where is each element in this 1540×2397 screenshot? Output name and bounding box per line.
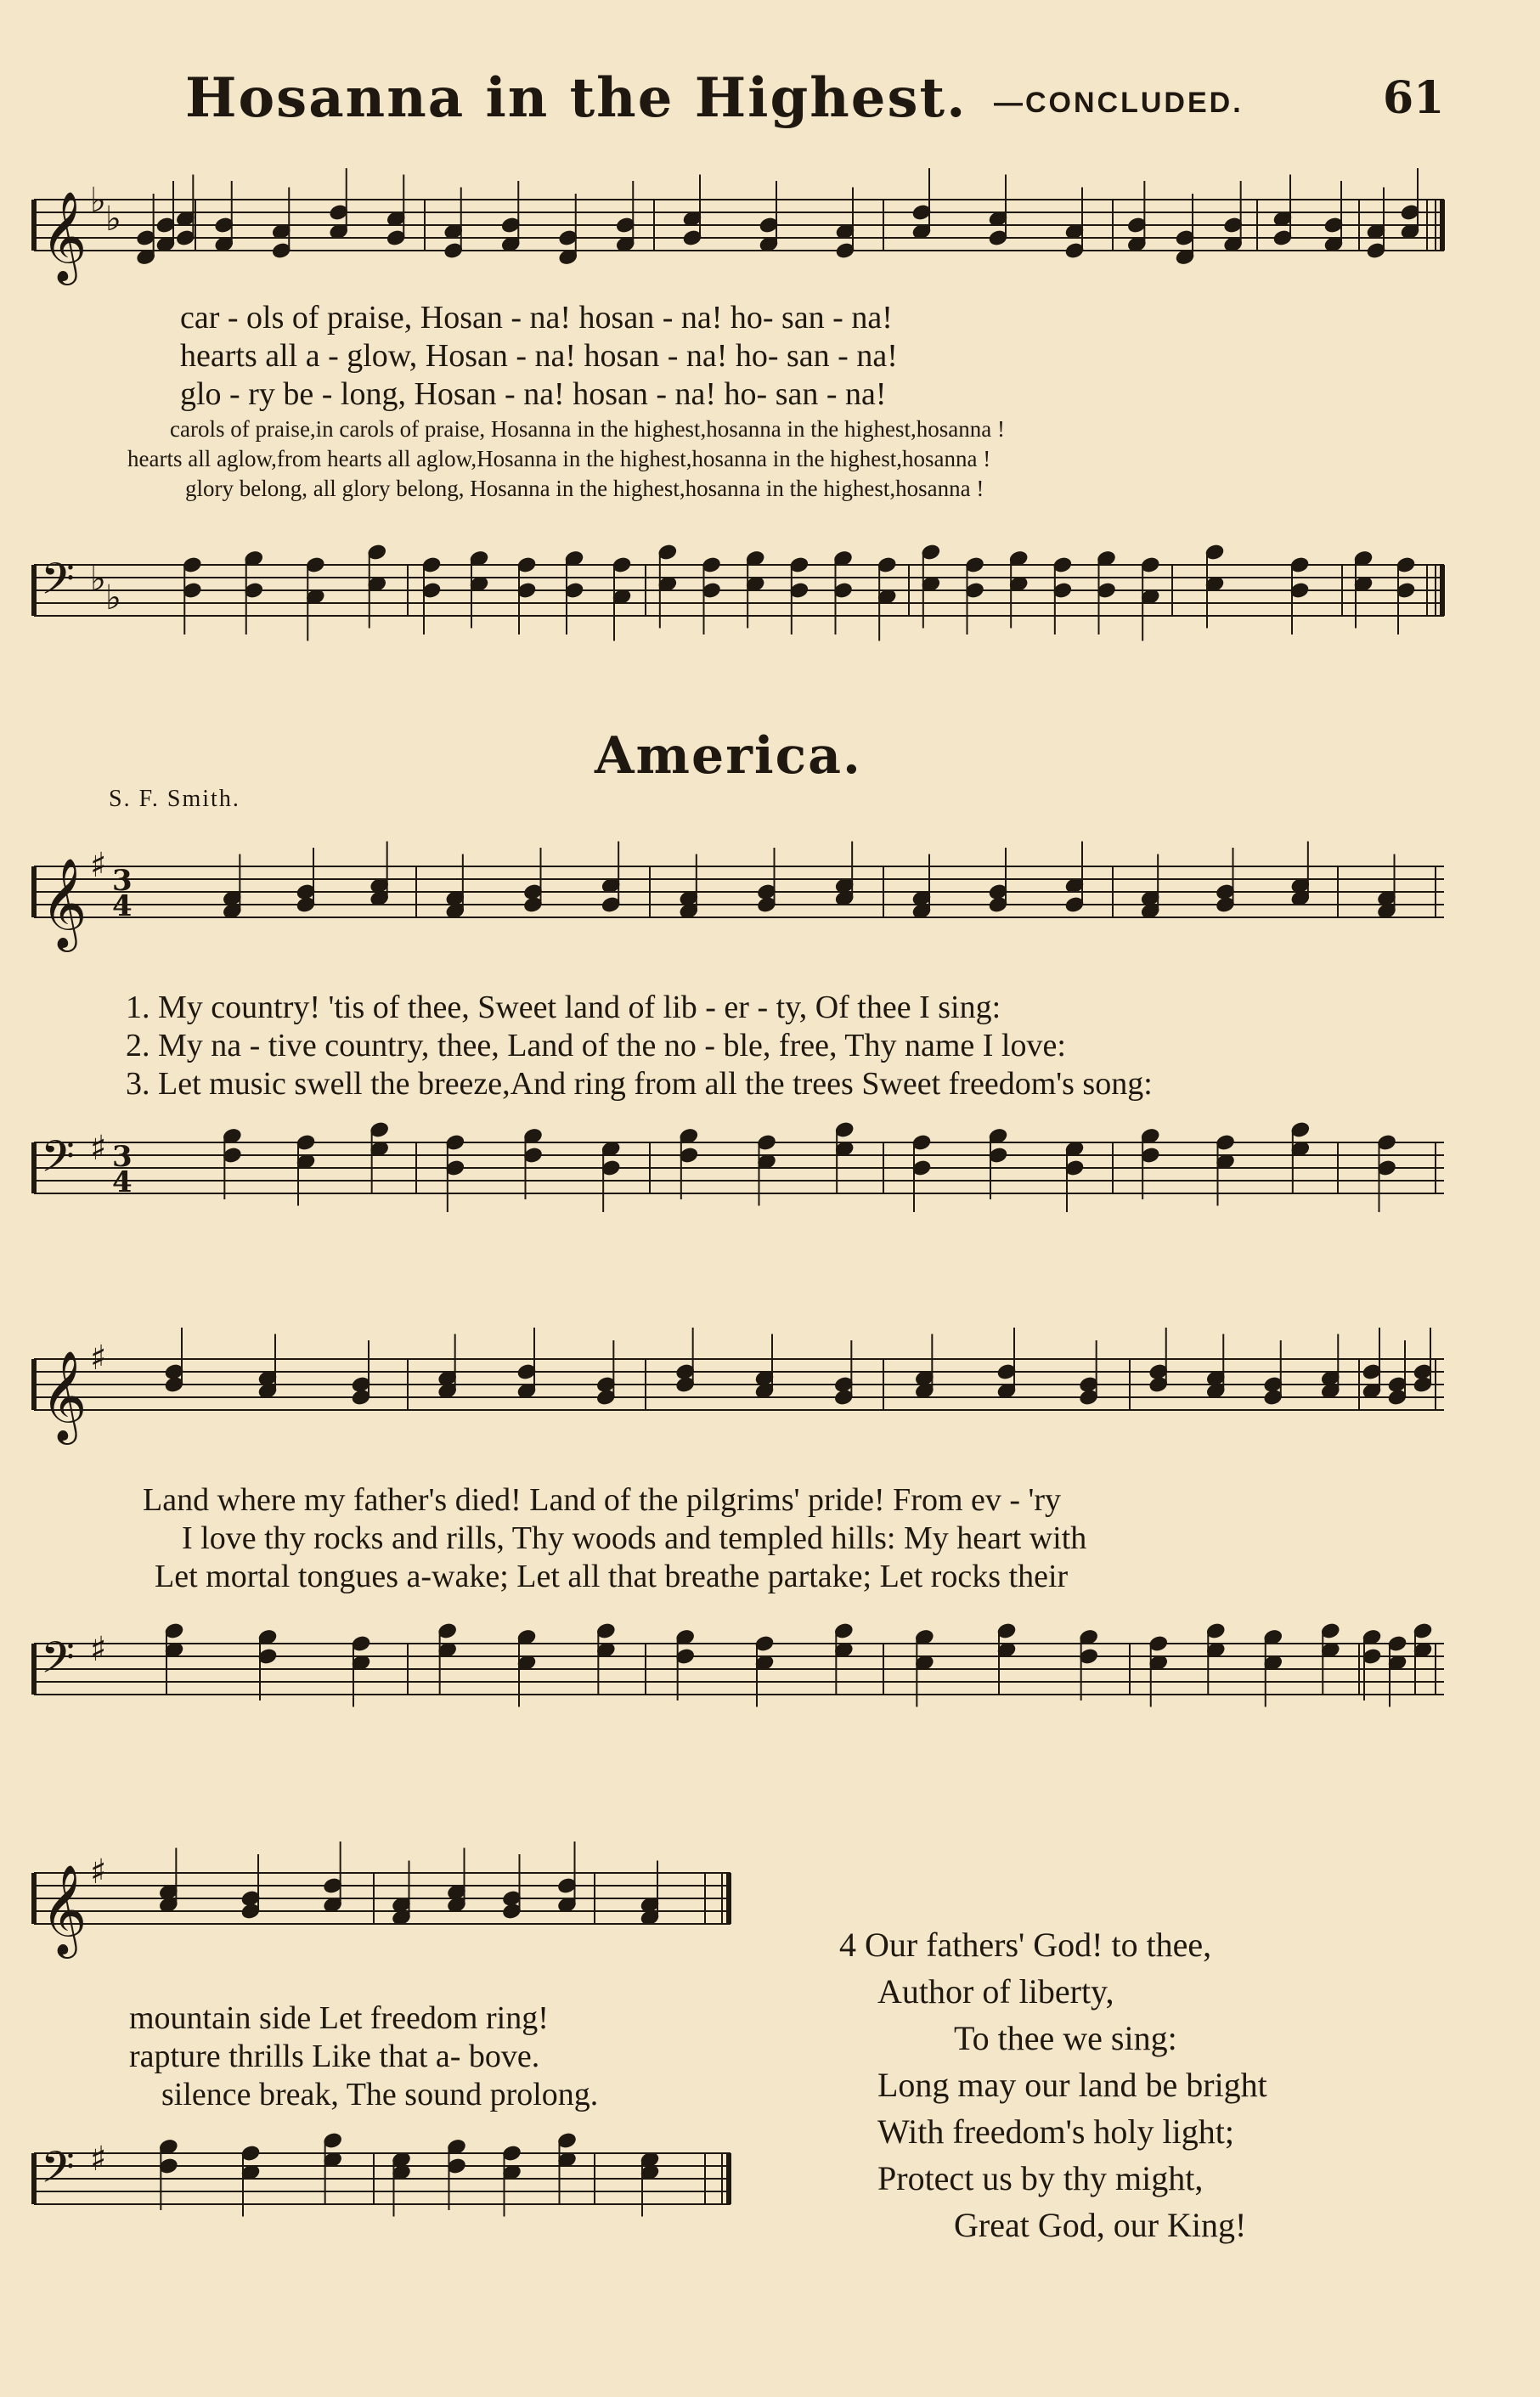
lyric-line: Let mortal tongues a-wake; Let all that breathe partake; Let rocks their: [155, 1559, 1069, 1594]
lyric-line: 2. My na - tive country, thee, Land of the no - ble, free, Thy name I love:: [126, 1028, 1066, 1063]
flat-sign: ♭: [90, 560, 106, 599]
stanza-line: To thee we sing:: [954, 2019, 1177, 2057]
stanza-line: 4 Our fathers' God! to thee,: [839, 1926, 1212, 1964]
hosanna-small-lyric-line: hearts all aglow,from hearts all aglow,Hosanna in the highest,hosanna in the highest,hosanna !: [127, 446, 991, 471]
stanza-line: Long may our land be bright: [877, 2066, 1267, 2104]
bass-clef: 𝄢: [41, 1632, 75, 1694]
america-system2-treble-staff: [34, 1334, 1444, 1461]
america-system3-bass-staff: [34, 2119, 731, 2281]
lyric-line: Land where my father's died! Land of the pilgrims' pride! From ev - 'ry: [143, 1482, 1062, 1518]
hymn-author: S. F. Smith.: [109, 786, 240, 812]
page-subtitle: —CONCLUDED.: [994, 87, 1244, 119]
flat-sign: ♭: [105, 200, 121, 239]
time-signature-denominator: 4: [112, 1165, 133, 1199]
sharp-sign: ♯: [90, 1339, 107, 1378]
america-system1-lyrics: [126, 989, 1153, 1103]
america-system2-bass-staff: [34, 1610, 1444, 1771]
time-signature-numerator: 3: [112, 864, 133, 898]
hosanna-lyric-line: car - ols of praise, Hosan - na! hosan - na! ho- san - na!: [180, 300, 893, 336]
lyric-line: mountain side Let freedom ring!: [129, 2000, 549, 2036]
bass-clef: 𝄢: [41, 553, 75, 615]
lyric-line: rapture thrills Like that a- bove.: [129, 2039, 540, 2074]
sharp-sign: ♯: [90, 1630, 107, 1669]
flat-sign: ♭: [105, 578, 121, 618]
america-system3-lyrics: [129, 1999, 598, 2114]
hosanna-small-lyric-line: glory belong, all glory belong, Hosanna in the highest,hosanna in the highest,hosanna !: [185, 476, 984, 501]
stanza-line: Author of liberty,: [877, 1972, 1114, 2011]
bass-clef: 𝄢: [41, 1131, 75, 1193]
sharp-sign: ♯: [90, 846, 107, 885]
stanza-line: Great God, our King!: [954, 2206, 1247, 2244]
hosanna-treble-staff: [34, 183, 1444, 302]
america-system2-lyrics: [143, 1481, 1086, 1596]
page-number: 61: [1383, 72, 1445, 124]
bass-clef: 𝄢: [41, 2141, 75, 2203]
hosanna-bass-staff: [34, 522, 1444, 692]
sharp-sign: ♯: [90, 1853, 107, 1892]
hymn-title: America.: [595, 726, 862, 786]
stanza-4: [839, 1921, 1267, 2248]
flat-sign: ♭: [90, 181, 106, 220]
lyric-line: silence break, The sound prolong.: [161, 2077, 599, 2112]
hosanna-lyrics-small: [127, 415, 1005, 504]
hosanna-lyric-line: glo - ry be - long, Hosan - na! hosan - na! ho- san - na!: [180, 376, 887, 412]
lyric-line: 1. My country! 'tis of thee, Sweet land of lib - er - ty, Of thee I sing:: [126, 990, 1001, 1025]
america-system3-treble-staff: [34, 1847, 731, 2000]
stanza-line: Protect us by thy might,: [877, 2159, 1204, 2197]
lyric-line: I love thy rocks and rills, Thy woods and templed hills: My heart with: [182, 1520, 1087, 1556]
treble-clef: 𝄞: [41, 1864, 87, 1954]
lyric-line: 3. Let music swell the breeze,And ring from all the trees Sweet freedom's song:: [126, 1066, 1153, 1102]
page-title: Hosanna in the Highest.: [185, 66, 967, 130]
treble-clef: 𝄞: [41, 1350, 87, 1441]
america-system1-bass-staff: [34, 1108, 1444, 1270]
sharp-sign: ♯: [90, 2140, 107, 2179]
time-signature-denominator: 4: [112, 889, 133, 923]
hosanna-lyrics-large: [180, 299, 898, 414]
stanza-line: With freedom's holy light;: [877, 2112, 1234, 2151]
treble-clef: 𝄞: [41, 190, 87, 281]
america-system1-treble-staff: [34, 841, 1444, 977]
time-signature-numerator: 3: [112, 1140, 133, 1174]
sharp-sign: ♯: [90, 1129, 107, 1168]
hosanna-small-lyric-line: carols of praise,in carols of praise, Hosanna in the highest,hosanna in the highest,hosanna !: [170, 416, 1005, 442]
hosanna-lyric-line: hearts all a - glow, Hosan - na! hosan - na! ho- san - na!: [180, 338, 898, 374]
treble-clef: 𝄞: [41, 857, 87, 948]
